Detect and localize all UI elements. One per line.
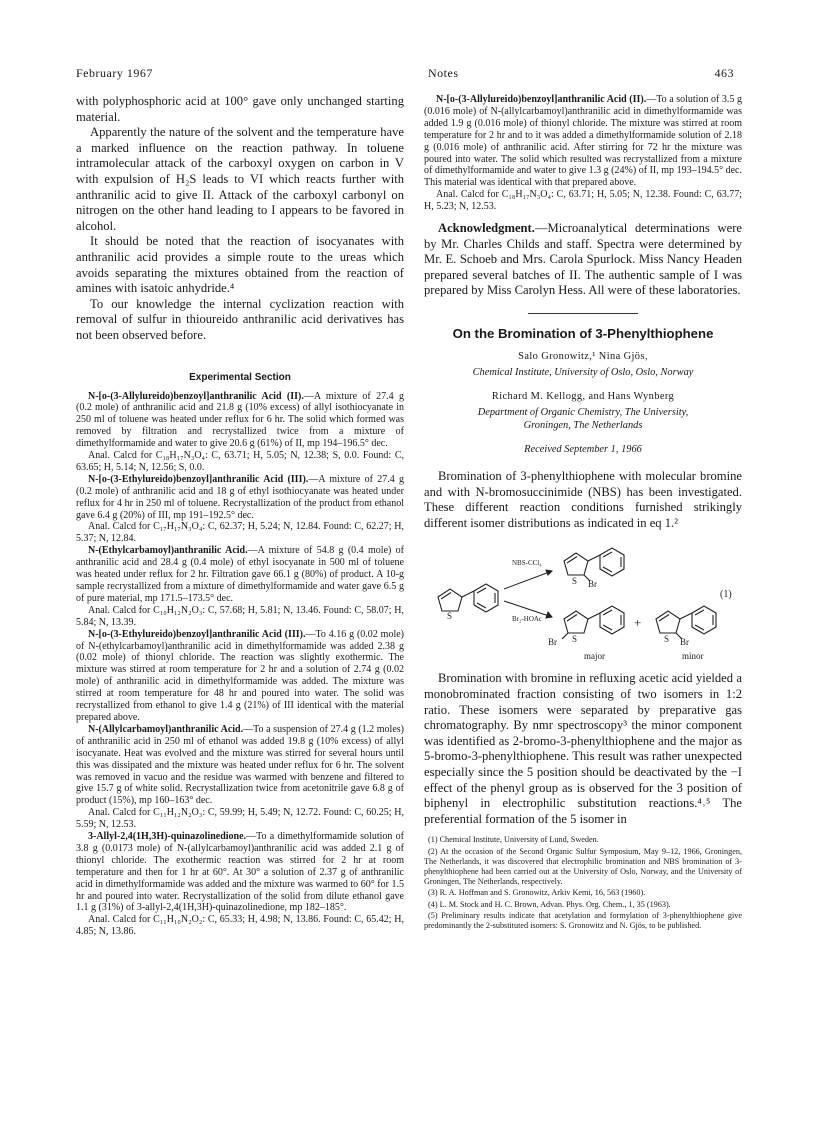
procedure-title: 3-Allyl-2,4(1H,3H)-quinazolinedione. <box>88 831 247 843</box>
analysis-paragraph: Anal. Calcd for C₁₁H₁₀N₂O₂: C, 65.33; H, 4.98; N, 13.86. Found: C, 65.42; H, 4.85; N, 13.86. <box>76 914 404 938</box>
running-head-date: February 1967 <box>76 66 153 80</box>
procedure-text: A mixture of 54.8 g (0.4 mole) of anthranilic acid and 28.4 g (0.4 mole) of ethyl isocyanate in 500 ml of toluene was heated under reflux for 2 hr. Filtration gave 66.1 g (80%) of product. A 10-g sample recrystallized from a mixture of dimethylformamide and water gave 6.5 g of pure material, mp 171.5–173.5° dec. <box>76 545 404 604</box>
paragraph: with polyphosphoric acid at 100° gave only unchanged starting material. <box>76 94 404 124</box>
analysis-paragraph: Anal. Calcd for C₁₇H₁₇N₃O₄: C, 62.37; H, 5.24; N, 12.84. Found: C, 62.27; H, 5.37; N, 12.84. <box>76 521 404 545</box>
procedure-text: A mixture of 27.4 g (0.2 mole) of anthranilic acid and 21.8 g (10% excess) of allyl isothiocyanate in 250 ml of toluene was heated under reflux for 6 hr. The solid which formed was removed by filtration and recrystallized twice from a mixture of dimethylformamide and water to give 20.6 g (61%) of II, mp 194–196.5° dec. <box>76 390 404 450</box>
paragraph: Bromination of 3-phenylthiophene with molecular bromine and with N-bromosuccinimide (NBS) has been investigated. These different reaction conditions furnished strikingly different isomer distributions as indicated in eq 1.² <box>424 469 742 530</box>
left-column <box>76 94 404 938</box>
footnote: (2) At the occasion of the Second Organic Sulfur Symposium, May 9–12, 1966, Groningen, The Netherlands, it was discovered that electrophilic bromination and NBS bromination of 3-phenylthiophene had been carried out at the University of Oslo, Norway, and the University of Groningen, The Netherlands, respectively. <box>424 846 742 887</box>
procedure-paragraph: N-[o-(3-Allylureido)benzoyl]anthranilic Acid (II).—A mixture of 27.4 g (0.2 mole) of anthranilic acid and 21.8 g (10% excess) of allyl isothiocyanate in 250 ml of toluene was heated under reflux for 6 hr. The solid which formed was removed by filtration and recrystallized twice from a mixture of dimethylformamide and water to give 20.6 g (61%) of II, mp 194–196.5° dec. <box>76 390 404 450</box>
procedure-paragraph: N-(Allylcarbamoyl)anthranilic Acid.—To a suspension of 27.4 g (1.2 moles) of anthranilic acid in 250 ml of ethanol was added 19.8 g (10% excess) of allyl isocyanate. Heat was evolved and the mixture was stirred for several hours until this was dissipated and the mixture was heated under reflux for 6 hr. The solvent was removed in vacuo and the residue was warmed with benzene and filtered to give 15.7 g of white solid. Recrystallization twice from acetonitrile gave 6.8 g of product (15%), mp 160–163° dec. <box>76 723 404 807</box>
footnote: (3) R. A. Hoffman and S. Gronowitz, Arkiv Kemi, 16, 563 (1960). <box>428 888 646 898</box>
atom-sulfur: S <box>664 634 670 645</box>
footnote: (5) Preliminary results indicate that acetylation and formylation of 3-phenylthiophene give predominantly the 2-substituted isomers: S. Gronowitz and N. Gjös, to be published. <box>424 910 742 930</box>
paragraph: Bromination with bromine in refluxing acetic acid yielded a monobrominated fraction consisting of two isomers in 1:2 ratio. These isomers were separated by preparative gas chromatography. By nmr spectroscopy³ the minor component was identified as 2-bromo-3-phenylthiophene and the major as 5-bromo-3-phenylthiophene. This result was rather unexpected especially since the 5 position should be deactivated by the −I effect of the phenyl group as is observed for the 3 position of biphenyl in electrophilic substitution reactions.⁴˒⁵ The preferential formation of the 5 isomer in <box>424 671 742 826</box>
reaction-arrows <box>504 570 552 618</box>
experimental-section <box>76 391 404 939</box>
procedure-paragraph: N-[o-(3-Allylureido)benzoyl]anthranilic Acid (II).—To a solution of 3.5 g (0.016 mole) of N-(allylcarbamoyl)anthranilic acid in dimethylformamide was added 1.9 g (0.016 mole) of thionyl chloride. The mixture was stirred at room temperature for 2 hr and to it was added a dimethylformamide solution of 2.18 g (0.016 mole) of anthranilic acid. After stirring for 72 hr the mixture was poured into water. The solid which resulted was recrystallized from a mixture of dimethylformamide and water to give 1.3 g (24%) of II, mp 193–194.5° dec. This material was identical with that prepared above. <box>424 94 742 189</box>
atom-sulfur: S <box>447 611 453 622</box>
author-line: Richard M. Kellogg, and Hans Wynberg <box>491 391 675 403</box>
reagent-nbs: NBS-CCl₄ <box>512 559 542 568</box>
author-line: Salo Gronowitz,¹ Nina Gjös, <box>518 351 648 363</box>
atom-sulfur: S <box>572 634 578 645</box>
procedure-text: To a dimethylformamide solution of 3.8 g (0.0173 mole) of N-(allylcarbamoyl)anthranilic acid was added 2.1 g of thionyl chloride. The exothermic reaction was stirred for 2 hr at room temperature and then for 1 hr at 60°. At 30° a solution of 2.37 g of anthranilic acid in dimethylformamide was added and the mixture was warmed to 60° for 1.5 hr and poured into water. Recrystallization of the solid from dilute ethanol gave 1.1 g (31%) of 3-allyl-2,4(1H,3H)-quinazolinedione, mp 182–185°. <box>76 831 404 914</box>
received-date: Received September 1, 1966 <box>524 444 642 456</box>
procedure-title: N-[o-(3-Ethylureido)benzoyl]anthranilic Acid (III). <box>88 473 309 485</box>
footnote: (4) L. M. Stock and H. C. Brown, Advan. Phys. Org. Chem., 1, 35 (1963). <box>428 899 671 909</box>
atom-bromine: Br <box>588 579 597 590</box>
label-minor: minor <box>682 651 704 662</box>
procedure-text: To 4.16 g (0.02 mole) of N-(ethylcarbamoyl)anthranilic acid in dimethylformamide was added 2.38 g (0.02 mole) of thionyl chloride. The reaction was slightly exothermic. The mixture was stirred at room temperature for 2 hr and a solution of 2.74 g (0.02 mole) of anthranilic acid in dimethylformamide was added. The mixture was stirred at room temperature for 48 hr and poured into water. The solid was recrystallized from ethanol to give 1.4 g (21%) of III identical with the material prepared above. <box>76 628 404 723</box>
procedure-title: N-[o-(3-Allylureido)benzoyl]anthranilic Acid (II). <box>436 94 647 105</box>
article-title: On the Bromination of 3-Phenylthiophene <box>452 326 714 342</box>
analysis-paragraph: Anal. Calcd for C₁₀H₁₂N₂O₃: C, 57.68; H, 5.81; N, 13.46. Found: C, 58.07; H, 5.84; N, 13.39. <box>76 604 404 628</box>
section-heading: Experimental Section <box>189 371 291 383</box>
procedure-title: N-[o-(3-Ethylureido)benzoyl]anthranilic Acid (III). <box>88 628 306 640</box>
page-number: 463 <box>714 66 734 80</box>
procedure-text: A mixture of 27.4 g (0.2 mole) of anthranilic acid and 18 g of ethyl isothiocyanate was heated under reflux for 4 hr in 250 ml of toluene. Recrystallization of the product from ethanol gave 6.4 g (20%) of III, mp 191–192.5° dec. <box>76 473 404 521</box>
analysis-paragraph: Anal. Calcd for C₁₁H₁₂N₂O₃: C, 59.99; H, 5.49; N, 12.72. Found: C, 60.25; H, 5.59; N, 12.53. <box>76 807 404 831</box>
plus-sign: + <box>634 615 642 631</box>
procedure-paragraph: 3-Allyl-2,4(1H,3H)-quinazolinedione.—To a dimethylformamide solution of 3.8 g (0.0173 mole) of N-(allylcarbamoyl)anthranilic acid was added 2.1 g of thionyl chloride. The exothermic reaction was stirred for 2 hr at room temperature and then for 1 hr at 60°. At 30° a solution of 2.37 g of anthranilic acid in dimethylformamide was added and the mixture was warmed to 60° for 1.5 hr and poured into water. Recrystallization of the solid from dilute ethanol gave 1.1 g (31%) of 3-allyl-2,4(1H,3H)-quinazolinedione, mp 182–185°. <box>76 831 404 914</box>
footnote: (1) Chemical Institute, University of Lund, Sweden. <box>428 835 599 845</box>
reaction-scheme-drawing <box>424 535 742 663</box>
equation-number: (1) <box>720 589 732 601</box>
reagent-bromine: Br₂-HOAc <box>512 615 543 624</box>
reaction-scheme <box>424 535 742 663</box>
3-phenylthiophene-structure <box>438 584 498 612</box>
right-column <box>424 94 742 932</box>
footnotes <box>424 835 742 931</box>
acknowledgment-title: Acknowledgment. <box>438 221 535 236</box>
procedure-text: To a suspension of 27.4 g (1.2 moles) of anthranilic acid in 250 ml of ethanol was added 19.8 g (10% excess) of allyl isocyanate. Heat was evolved and the mixture was stirred for several hours until this was dissipated and the mixture was heated under reflux for 6 hr. The solvent was removed in vacuo and the residue was warmed with benzene and filtered to give 15.7 g of white solid. Recrystallization twice from acetonitrile gave 6.8 g of product (15%), mp 160–163° dec. <box>76 723 404 807</box>
procedure-title: N-(Ethylcarbamoyl)anthranilic Acid. <box>88 545 248 557</box>
affiliation-line: Groningen, The Netherlands <box>523 420 643 432</box>
procedure-title: N-[o-(3-Allylureido)benzoyl]anthranilic Acid (II). <box>88 390 304 402</box>
paragraph: It should be noted that the reaction of isocyanates with anthranilic acid provides a simple route to the ureas which avoids separating the mixtures obtained from the reaction of amines with isatoic anhydride.⁴ <box>76 234 404 296</box>
label-major: major <box>584 651 605 662</box>
affiliation <box>424 406 742 432</box>
atom-bromine: Br <box>548 637 557 648</box>
analysis-paragraph: Anal. Calcd for C₁₈H₁₇N₃O₄: C, 63.71; H, 5.05; N, 12.38. Found: C, 63.77; H, 5.23; N, 12.53. <box>424 189 742 213</box>
atom-sulfur: S <box>572 576 578 587</box>
procedure-text: To a solution of 3.5 g (0.016 mole) of N-(allylcarbamoyl)anthranilic acid in dimethylformamide was added 1.9 g (0.016 mole) of thionyl chloride. The mixture was stirred at room temperature for 2 hr and to it was added a dimethylformamide solution of 2.18 g (0.016 mole) of anthranilic acid. After stirring for 72 hr the mixture was poured into water. The solid which resulted was recrystallized from a mixture of dimethylformamide and water to give 1.3 g (24%) of II, mp 193–194.5° dec. This material was identical with that prepared above. <box>424 94 742 189</box>
procedure-paragraph: N-(Ethylcarbamoyl)anthranilic Acid.—A mixture of 54.8 g (0.4 mole) of anthranilic acid and 28.4 g (0.4 mole) of ethyl isocyanate in 500 ml of toluene was heated under reflux for 2 hr. Filtration gave 66.1 g (80%) of product. A 10-g sample recrystallized from a mixture of dimethylformamide and water gave 6.5 g of pure material, mp 171.5–173.5° dec. <box>76 545 404 604</box>
procedure-paragraph: N-[o-(3-Ethylureido)benzoyl]anthranilic Acid (III).—A mixture of 27.4 g (0.2 mole) of anthranilic acid and 18 g of ethyl isothiocyanate was heated under reflux for 4 hr in 250 ml of toluene. Recrystallization of the product from ethanol gave 6.4 g (20%) of III, mp 191–192.5° dec. <box>76 473 404 521</box>
affiliation: Chemical Institute, University of Oslo, Oslo, Norway <box>472 367 694 379</box>
paragraph: Apparently the nature of the solvent and the temperature have a marked influence on the reaction pathway. In toluene intramolecular attack of the carboxyl oxygen on carbon in V with expulsion of H₂S leads to VI which reacts further with anthranilic acid to give II. Attack of the carboxyl carbonyl on nitrogen on the other hand leading to I appears to be favored in alcohol. <box>76 125 404 233</box>
acknowledgment-text: Microanalytical determinations were by Mr. Charles Childs and staff. Spectra were determined by Mr. E. Schoeb and Mrs. Carola Spurlock. Miss Nancy Headen prepared several batches of II. The authentic sample of I was prepared by Miss Carolyn Hess. All were of these laboratories. <box>424 221 742 298</box>
procedure-title: N-(Allylcarbamoyl)anthranilic Acid. <box>88 723 244 735</box>
analysis-paragraph: Anal. Calcd for C₁₈H₁₇N₃O₄: C, 63.71; H, 5.05; N, 12.38; S, 0.0. Found: C, 63.65; H, 5.14; N, 12.56; S, 0.0. <box>76 450 404 473</box>
affiliation-line: Department of Organic Chemistry, The University, <box>477 407 689 419</box>
atom-bromine: Br <box>680 637 689 648</box>
running-head-section: Notes <box>428 66 459 80</box>
article-separator <box>528 313 638 314</box>
paragraph: To our knowledge the internal cyclization reaction with removal of sulfur in thioureido anthranilic acid derivatives has not been observed before. <box>76 296 404 342</box>
procedure-paragraph: N-[o-(3-Ethylureido)benzoyl]anthranilic Acid (III).—To 4.16 g (0.02 mole) of N-(ethylcarbamoyl)anthranilic acid in dimethylformamide was added 2.38 g (0.02 mole) of thionyl chloride. The reaction was slightly exothermic. The mixture was stirred at room temperature for 2 hr and a solution of 2.74 g (0.02 mole) of anthranilic acid in dimethylformamide was added. The mixture was stirred at room temperature for 48 hr and poured into water. The solid was recrystallized from ethanol to give 1.4 g (21%) of III identical with the material prepared above. <box>76 628 404 723</box>
acknowledgment: Acknowledgment.—Microanalytical determinations were by Mr. Charles Childs and staff. Spectra were determined by Mr. E. Schoeb and Mrs. Carola Spurlock. Miss Nancy Headen prepared several batches of II. The authentic sample of I was prepared by Miss Carolyn Hess. All were of these laboratories. <box>424 221 742 298</box>
